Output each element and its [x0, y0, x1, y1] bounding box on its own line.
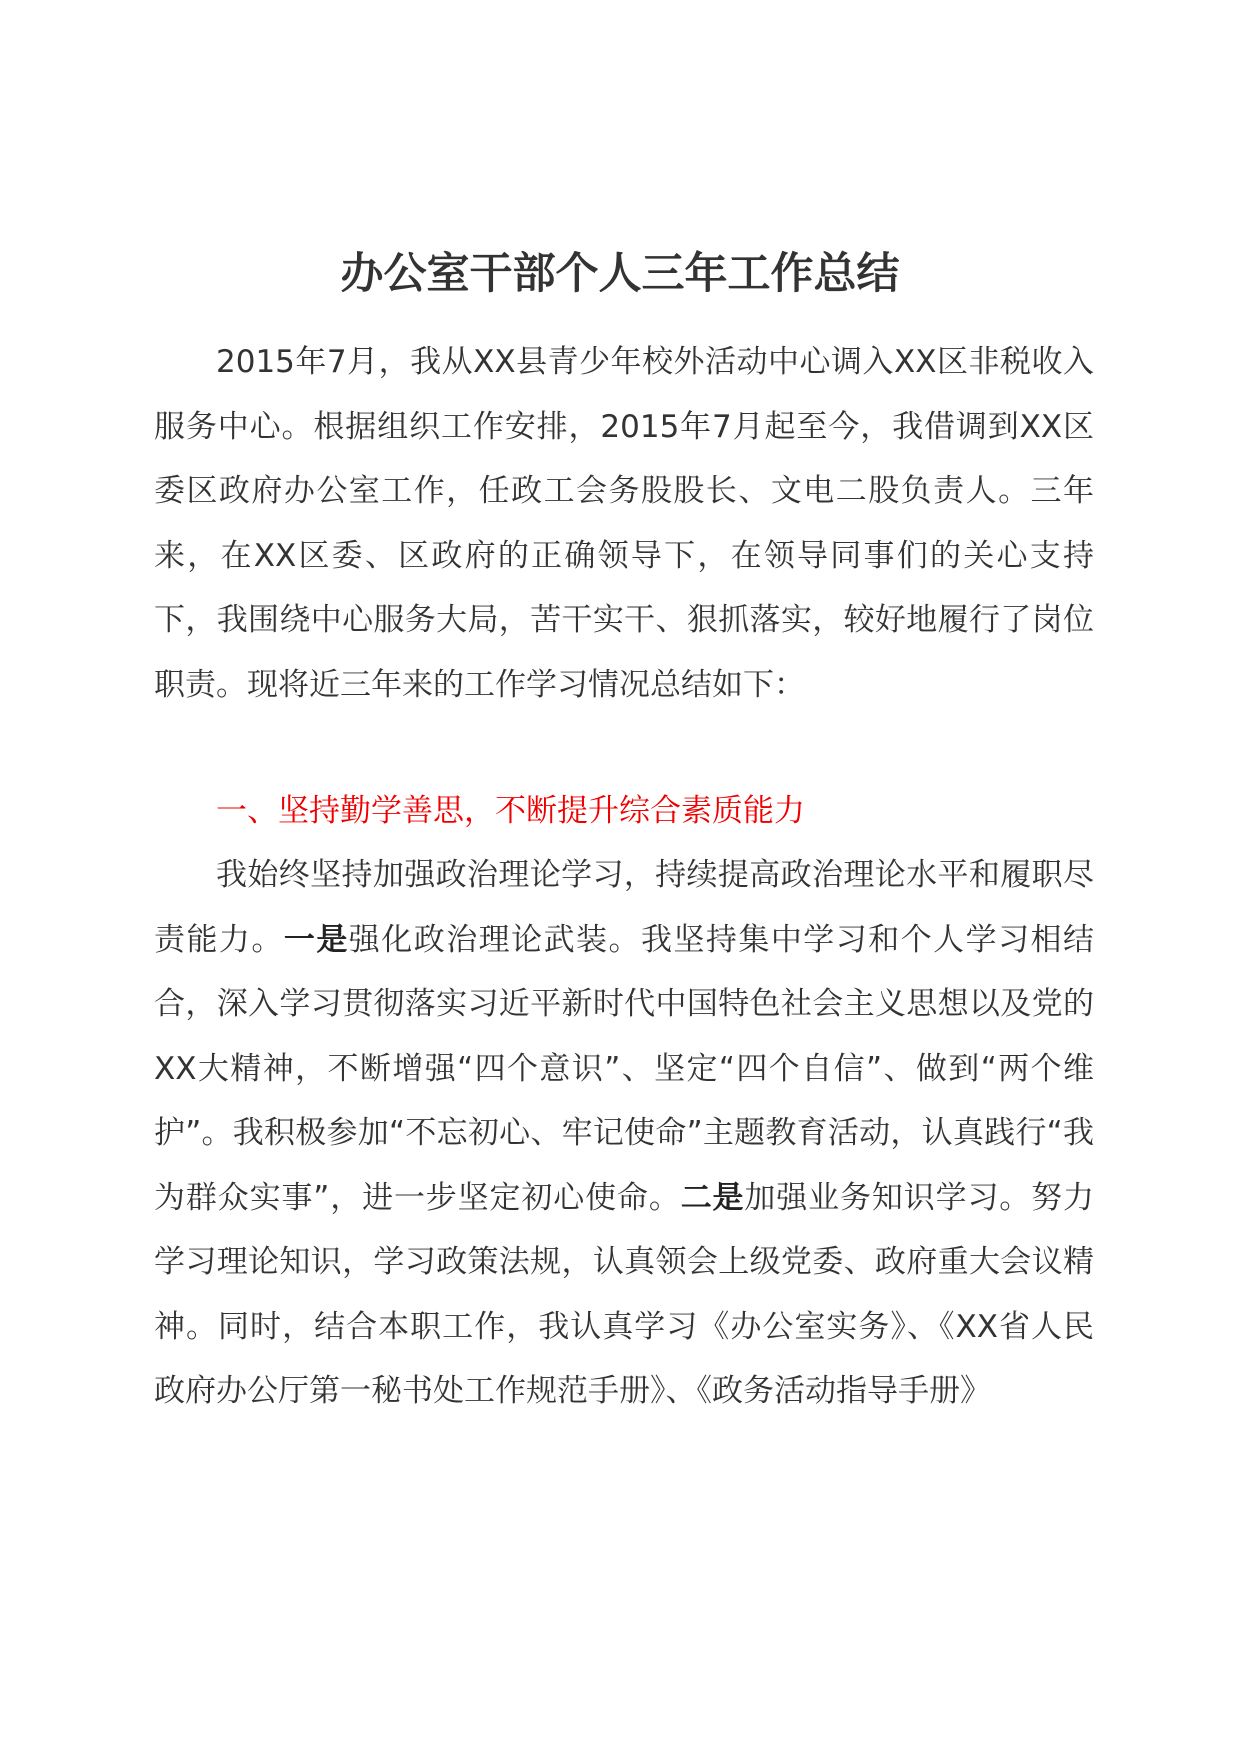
point-marker-1: 一是 — [283, 921, 349, 958]
point-text-2: 加强业务知识学习。努力学习理论知识，学习政策法规，认真领会上级党委、政府重大会议精神。同时，结合本职工作，我认真学习《办公室实务》、《XX省人民政府办公厅第一秘书处工作规范手册》、《政务活动指导手册》 — [154, 1179, 1095, 1409]
point-marker-2: 二是 — [680, 1179, 745, 1216]
section-heading-1: 一、坚持勤学善思，不断提升综合素质能力 — [216, 793, 805, 829]
section-1-paragraph — [154, 843, 1094, 1424]
intro-paragraph: 2015年7月，我从XX县青少年校外活动中心调入XX区非税收入服务中心。根据组织工作安排，2015年7月起至今，我借调到XX区委区政府办公室工作，任政工会务股股长、文电二股负责人。三年来，在XX区委、区政府的正确领导下，在领导同事们的关心支持下，我围绕中心服务大局，苦干实干、狠抓落实，较好地履行了岗位职责。现将近三年来的工作学习情况总结如下： — [154, 344, 1094, 703]
paragraph-intro: 我始终坚持加强政治理论学习，持续提高政治理论水平和履职尽责能力。 — [154, 857, 1094, 958]
point-text-1: 强化政治理论武装。我坚持集中学习和个人学习相结合，深入学习贯彻落实习近平新时代中国特色社会主义思想以及党的XX大精神，不断增强“四个意识”、坚定“四个自信”、做到“两个维护”。我积极参加“不忘初心、牢记使命”主题教育活动，认真践行“我为群众实事”，进一步坚定初心使命。 — [154, 921, 1095, 1216]
document-title: 办公室干部个人三年工作总结 — [340, 249, 900, 299]
